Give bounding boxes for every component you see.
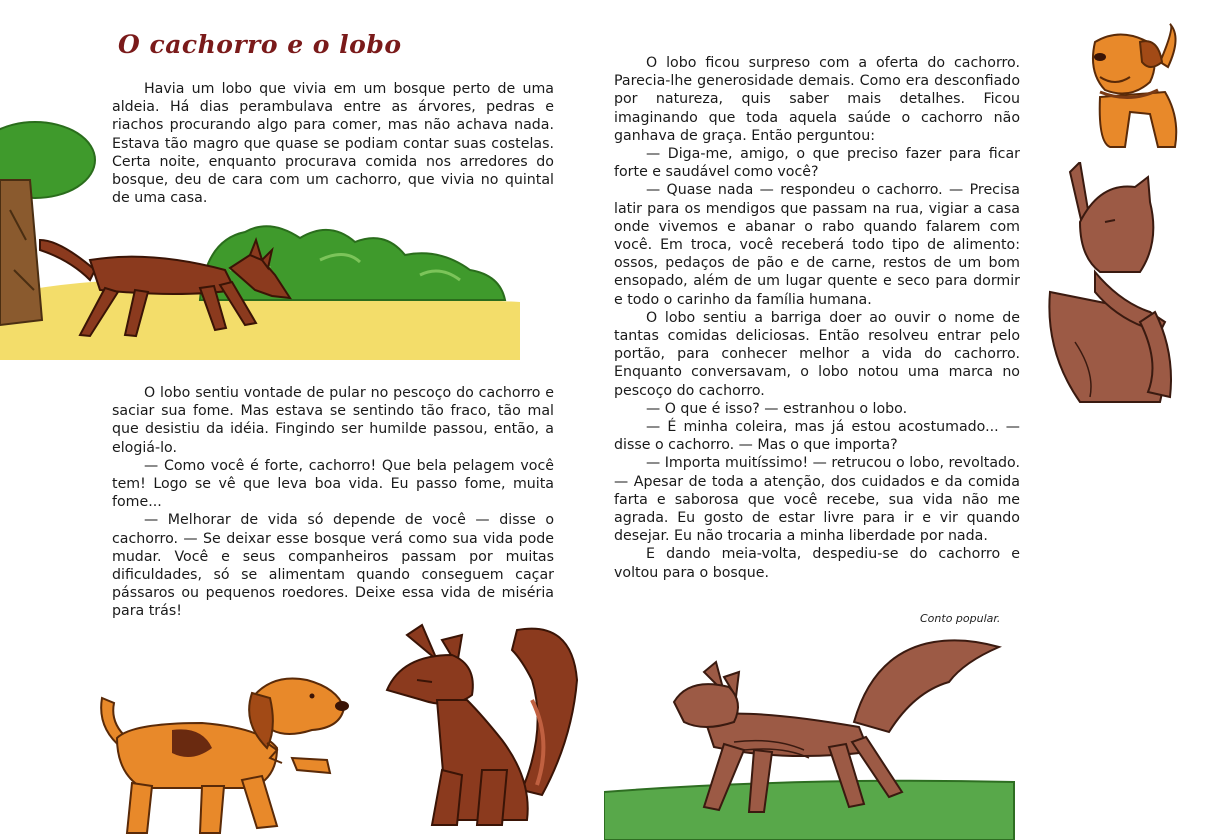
right-column-paragraph: O lobo sentiu a barriga doer ao ouvir o nome de tantas comidas deliciosas. Então resolveu entrar pelo portão, para conhecer melhor a vida do cachorro. Enquanto conversavam, o lobo notou uma marca no pescoço do cachorro. — [614, 309, 1020, 399]
left-bottom-paragraph: — Como você é forte, cachorro! Que bela pelagem você tem! Logo se vê que leva boa vida. Eu passo fome, muita fome... — [112, 457, 554, 511]
talking-dog-illustration — [92, 668, 352, 840]
story-credit: Conto popular. — [920, 612, 1001, 625]
right-column-paragraph: — Quase nada — respondeu o cachorro. — Precisa latir para os mendigos que passam na rua, vigiar a casa onde vivemos e abanar o rabo quando falarem com você. Em troca, você receberá todo tipo de alimento: ossos, pedaços de pão e de carne, restos de um bom ensopado, além de um lugar quente e seco para dormir e todo o carinho da família humana. — [614, 182, 1020, 308]
right-column-paragraph: — É minha coleira, mas já estou acostumado... — disse o cachorro. — Mas o que importa? — [614, 419, 1020, 454]
right-column-paragraph: E dando meia-volta, despediu-se do cachorro e voltou para o bosque. — [614, 546, 1020, 581]
wolf-forest-illustration — [0, 120, 560, 360]
right-column-paragraph: — Importa muitíssimo! — retrucou o lobo, revoltado. — Apesar de toda a atenção, dos cuidados e da comida farta e saborosa que você recebe, sua vida não me agrada. Eu gosto de estar livre para ir e vir quando desejar. Eu não trocaria a minha liberdade por nada. — [614, 455, 1020, 545]
wolf-leaving-illustration — [604, 632, 1024, 840]
sitting-wolf-illustration — [1040, 162, 1190, 412]
grass-field — [604, 781, 1014, 840]
happy-dog-illustration — [1070, 22, 1218, 162]
story-text-left-bottom — [112, 384, 554, 621]
right-column-paragraph: — O que é isso? — estranhou o lobo. — [646, 400, 908, 417]
left-top-paragraph: Havia um lobo que vivia em um bosque perto de uma aldeia. Há dias perambulava entre as árvores, pedras e riachos procurando algo para comer, mas não achava nada. Estava tão magro que quase se podiam contar suas costelas. Certa noite, enquanto procurava comida nos arredores do bosque, deu de cara com um cachorro, que vivia no quintal de uma casa. — [112, 81, 554, 207]
standing-wolf-illustration — [382, 620, 592, 840]
story-text-right-column — [614, 54, 1020, 582]
right-column-paragraph: O lobo ficou surpreso com a oferta do cachorro. Parecia-lhe generosidade demais. Como era desconfiado por natureza, quis saber mais detalhes. Ficou imaginando que toda aquela saúde o cachorro não ganhava de graça. Então perguntou: — [614, 55, 1020, 144]
left-bottom-paragraph: — Melhorar de vida só depende de você — disse o cachorro. — Se deixar esse bosque verá como sua vida pode mudar. Você e seus companheiros passam por muitas dificuldades, só se alimentam quando conseguem caçar pássaros ou pequenos roedores. Deixe essa vida de miséria para trás! — [112, 512, 554, 620]
right-column-paragraph: — Diga-me, amigo, o que preciso fazer para ficar forte e saudável como você? — [614, 146, 1020, 181]
tree-trunk — [0, 180, 42, 325]
left-bottom-paragraph: O lobo sentiu vontade de pular no pescoço do cachorro e saciar sua fome. Mas estava se sentindo tão fraco, tão mal que desistiu da idéia. Fingindo ser humilde passou, então, a elogiá-lo. — [112, 385, 554, 456]
story-title: O cachorro e o lobo — [118, 30, 402, 59]
